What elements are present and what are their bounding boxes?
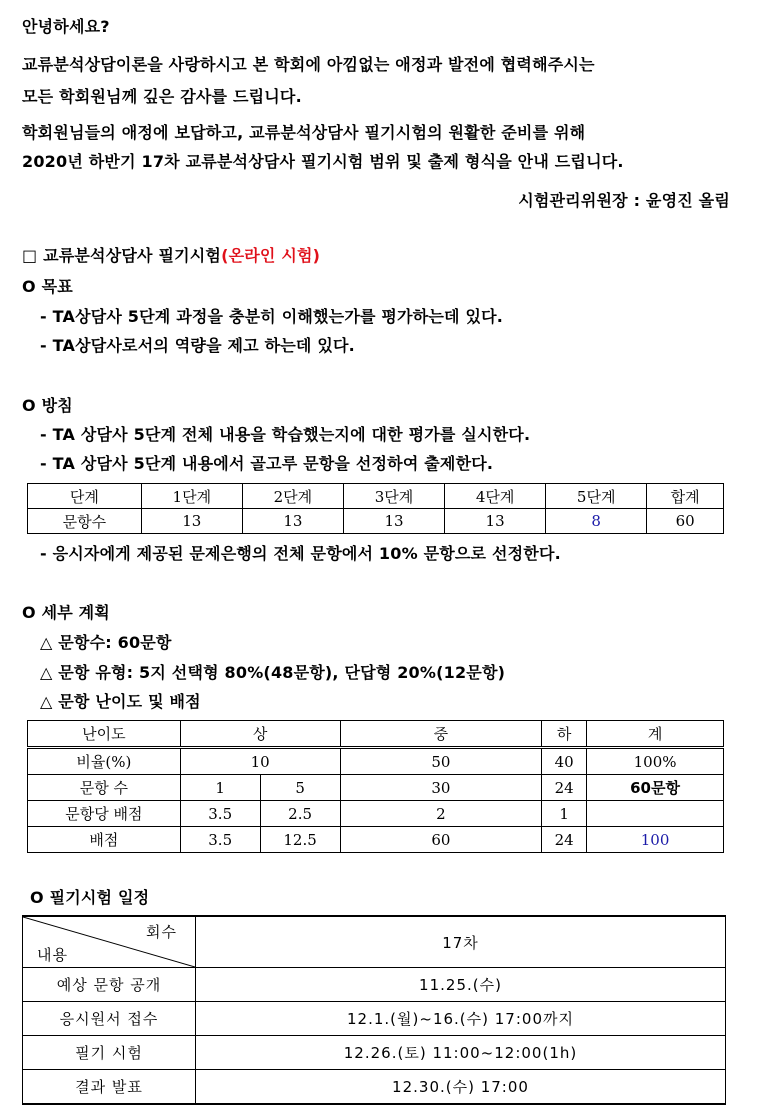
schedule-label: 필기 시험 xyxy=(23,1036,196,1070)
table-cell: 100% xyxy=(587,748,724,775)
table-cell: 3.5 xyxy=(180,801,260,827)
schedule-label: 예상 문항 공개 xyxy=(23,968,196,1002)
table-cell: 60문항 xyxy=(587,775,724,801)
schedule-value: 12.26.(토) 11:00~12:00(1h) xyxy=(196,1036,726,1070)
table-cell: 13 xyxy=(445,509,546,534)
detail-heading: O 세부 계획 xyxy=(22,603,110,622)
table-cell: 비율(%) xyxy=(28,748,181,775)
table-cell: 합계 xyxy=(647,484,724,509)
table-cell: 30 xyxy=(340,775,542,801)
table-cell: 2 xyxy=(340,801,542,827)
table-cell: 문항당 배점 xyxy=(28,801,181,827)
schedule-value: 12.30.(수) 17:00 xyxy=(196,1070,726,1105)
policy-note: - 응시자에게 제공된 문제은행의 전체 문항에서 10% 문항으로 선정한다. xyxy=(40,544,561,563)
table-cell: 5 xyxy=(260,775,340,801)
table-cell: 중 xyxy=(340,721,542,748)
diag-top-label: 회수 xyxy=(146,923,177,941)
intro-paragraph-1-line-1: 교류분석상담이론을 사랑하시고 본 학회에 아낌없는 애정과 발전에 협력해주시는 xyxy=(22,55,595,74)
diagonal-header-cell xyxy=(23,916,196,968)
stage-question-table xyxy=(27,483,724,534)
table-cell: 13 xyxy=(343,509,444,534)
goal-item: - TA상담사로서의 역량을 제고 하는데 있다. xyxy=(40,336,355,355)
schedule-label: 응시원서 접수 xyxy=(23,1002,196,1036)
table-cell: 40 xyxy=(542,748,587,775)
table-cell: 4단계 xyxy=(445,484,546,509)
table-cell xyxy=(587,801,724,827)
table-header-row xyxy=(28,721,724,748)
schedule-heading: O 필기시험 일정 xyxy=(30,888,150,907)
table-cell: 난이도 xyxy=(28,721,181,748)
table-row xyxy=(23,968,726,1002)
intro-paragraph-1-line-2: 모든 학회원님께 깊은 감사를 드립니다. xyxy=(22,87,302,106)
difficulty-table xyxy=(27,720,724,853)
table-cell: 5단계 xyxy=(546,484,647,509)
table-cell: 8 xyxy=(546,509,647,534)
table-row xyxy=(23,1002,726,1036)
section-title-highlight: (온라인 시험) xyxy=(221,246,321,265)
table-cell: 문항 수 xyxy=(28,775,181,801)
intro-paragraph-2-line-2: 2020년 하반기 17차 교류분석상담사 필기시험 범위 및 출제 형식을 안내 드립니다. xyxy=(22,152,624,171)
round-cell: 17차 xyxy=(196,916,726,968)
table-cell: 단계 xyxy=(28,484,142,509)
policy-item: - TA 상담사 5단계 전체 내용을 학습했는지에 대한 평가를 실시한다. xyxy=(40,425,531,444)
table-cell: 2.5 xyxy=(260,801,340,827)
section-title-text: □ 교류분석상담사 필기시험 xyxy=(22,246,222,265)
table-cell: 13 xyxy=(141,509,242,534)
intro-paragraph-2-line-1: 학회원님들의 애정에 보답하고, 교류분석상담사 필기시험의 원활한 준비를 위해 xyxy=(22,123,586,142)
signature: 시험관리위원장 : 윤영진 올림 xyxy=(518,191,730,210)
table-row xyxy=(28,775,724,801)
table-cell: 60 xyxy=(340,827,542,853)
table-cell: 60 xyxy=(647,509,724,534)
table-cell: 100 xyxy=(587,827,724,853)
policy-heading: O 방침 xyxy=(22,396,73,415)
schedule-value: 12.1.(월)~16.(수) 17:00까지 xyxy=(196,1002,726,1036)
goal-item: - TA상담사 5단계 과정을 충분히 이해했는가를 평가하는데 있다. xyxy=(40,307,504,326)
detail-item: △ 문항수: 60문항 xyxy=(40,633,172,652)
table-cell: 3.5 xyxy=(180,827,260,853)
table-cell: 50 xyxy=(340,748,542,775)
table-cell: 배점 xyxy=(28,827,181,853)
schedule-table xyxy=(22,915,726,1105)
table-cell: 하 xyxy=(542,721,587,748)
table-cell: 1 xyxy=(180,775,260,801)
table-row xyxy=(28,801,724,827)
table-row xyxy=(23,1036,726,1070)
table-row xyxy=(28,827,724,853)
section-title xyxy=(22,243,320,266)
table-cell: 1단계 xyxy=(141,484,242,509)
table-row xyxy=(28,748,724,775)
table-cell: 1 xyxy=(542,801,587,827)
detail-item: △ 문항 유형: 5지 선택형 80%(48문항), 단답형 20%(12문항) xyxy=(40,663,506,682)
table-row xyxy=(23,1070,726,1105)
table-cell: 문항수 xyxy=(28,509,142,534)
table-cell: 10 xyxy=(180,748,340,775)
diag-bottom-label: 내용 xyxy=(37,946,68,964)
table-cell: 12.5 xyxy=(260,827,340,853)
policy-item: - TA 상담사 5단계 내용에서 골고루 문항을 선정하여 출제한다. xyxy=(40,454,494,473)
goal-heading: O 목표 xyxy=(22,277,73,296)
table-header-row xyxy=(28,484,724,509)
table-cell: 13 xyxy=(242,509,343,534)
table-cell: 24 xyxy=(542,775,587,801)
table-cell: 상 xyxy=(180,721,340,748)
schedule-value: 11.25.(수) xyxy=(196,968,726,1002)
detail-item: △ 문항 난이도 및 배점 xyxy=(40,692,201,711)
table-cell: 2단계 xyxy=(242,484,343,509)
table-cell: 3단계 xyxy=(343,484,444,509)
table-row xyxy=(28,509,724,534)
table-header-row xyxy=(23,916,726,968)
table-cell: 24 xyxy=(542,827,587,853)
schedule-label: 결과 발표 xyxy=(23,1070,196,1105)
greeting: 안녕하세요? xyxy=(22,17,110,36)
table-cell: 계 xyxy=(587,721,724,748)
